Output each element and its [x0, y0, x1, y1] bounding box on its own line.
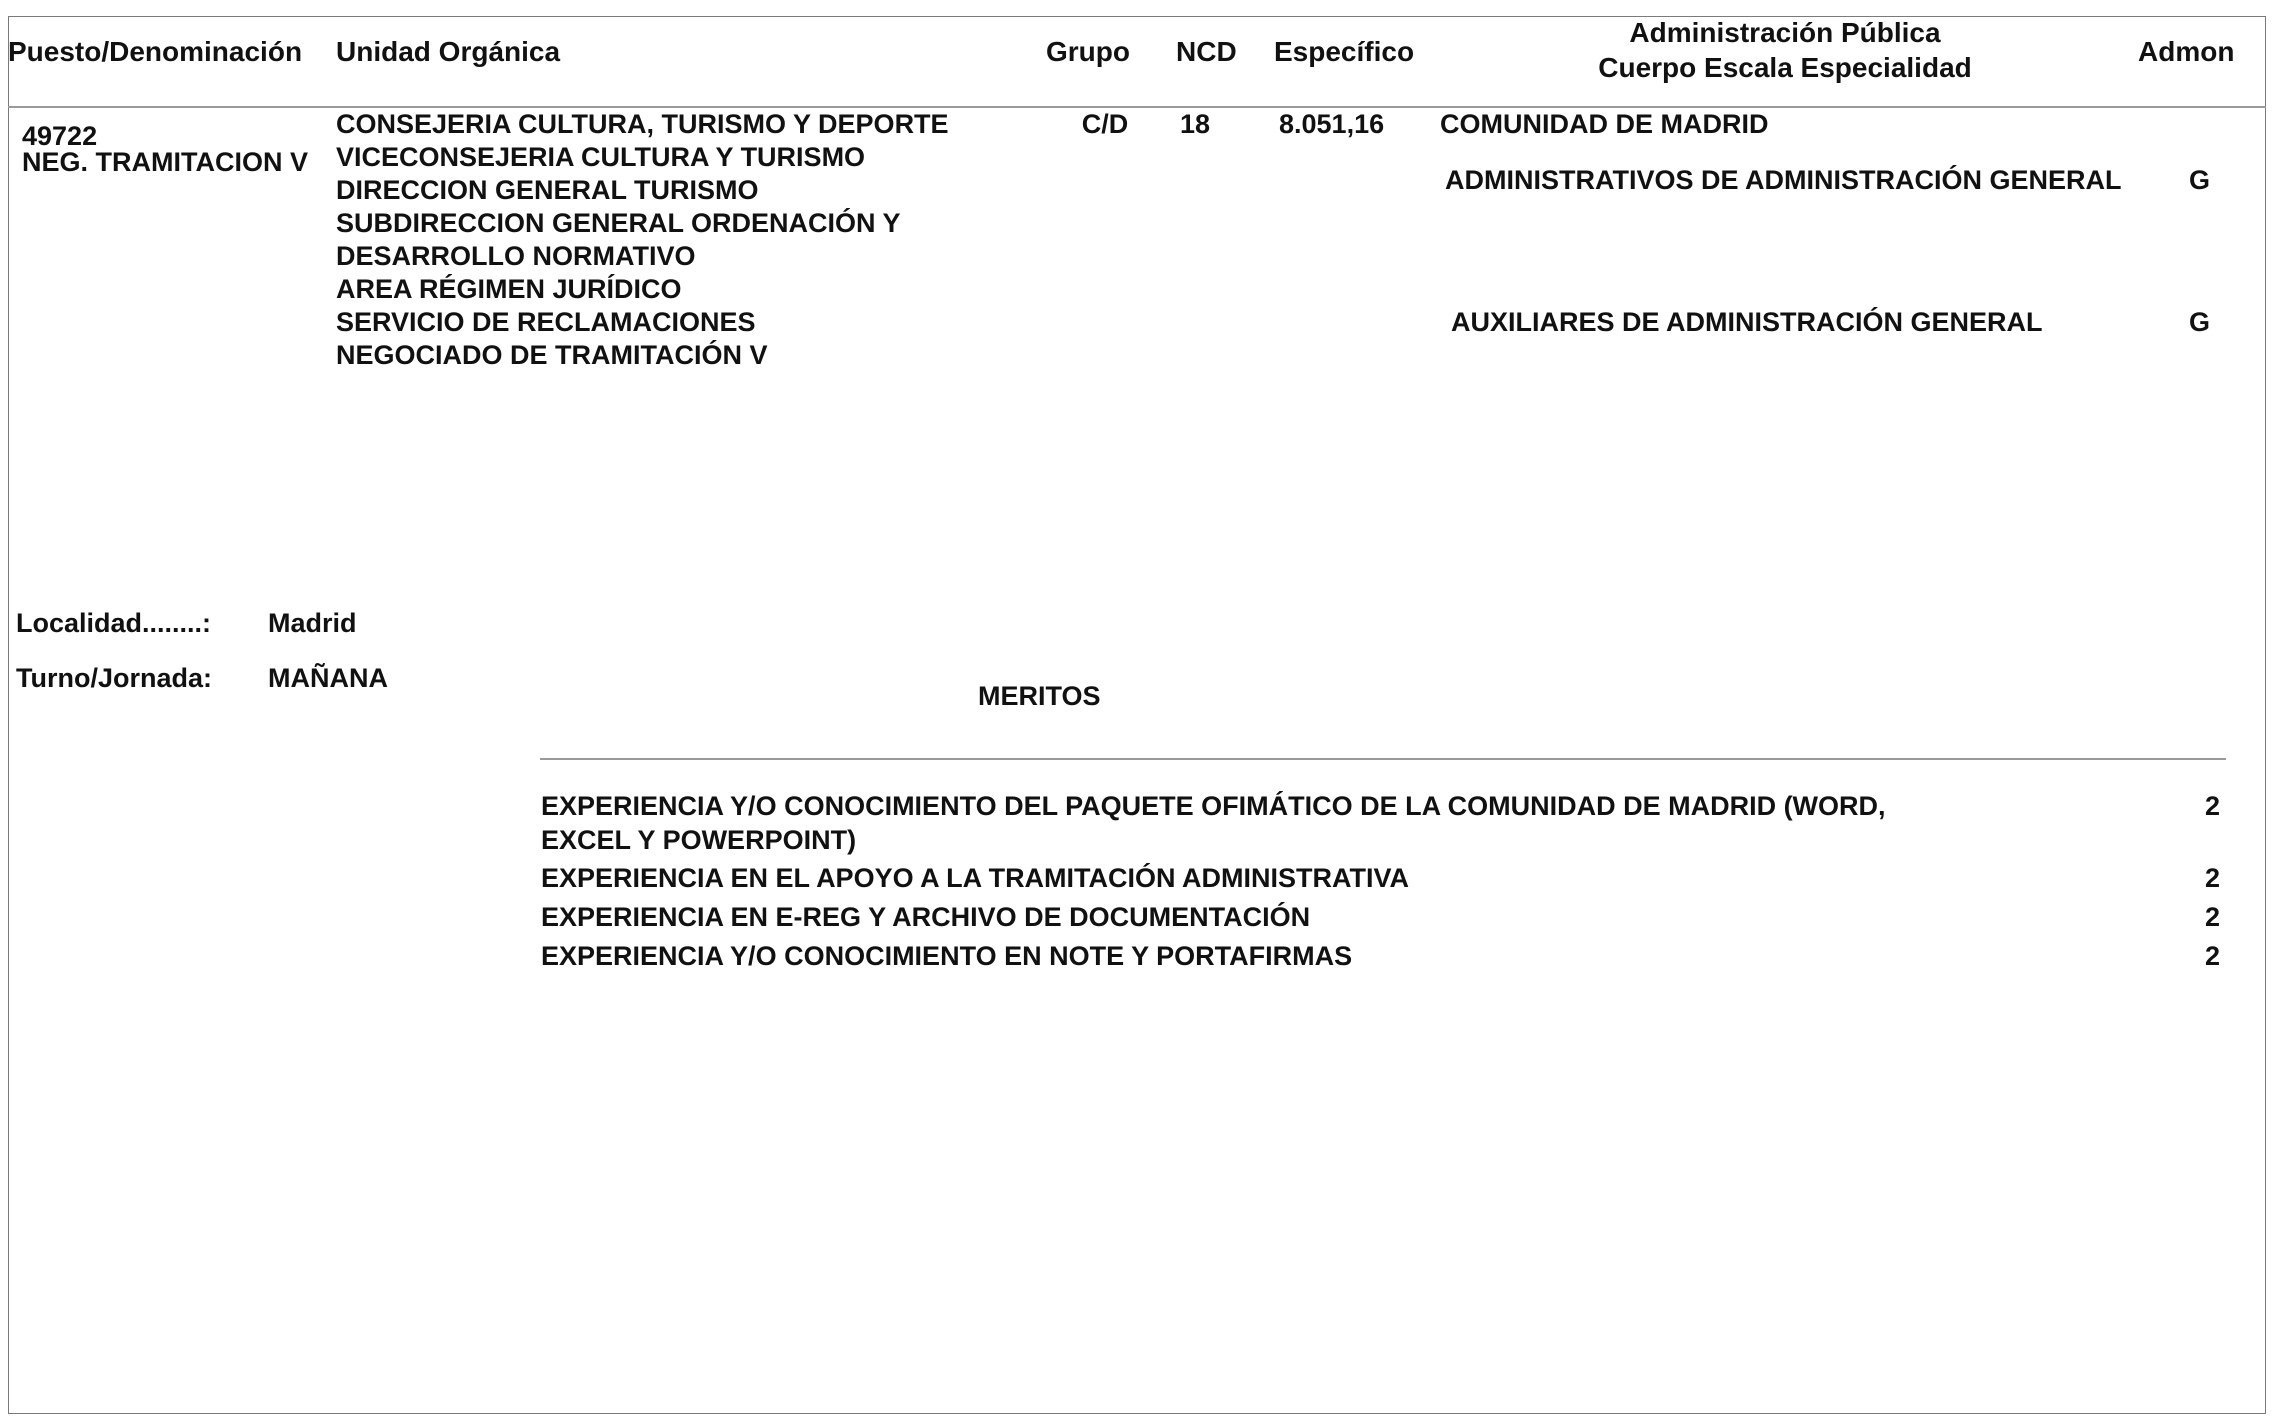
header-grupo: Grupo: [1046, 36, 1130, 67]
puesto-denominacion: NEG. TRAMITACION V: [22, 147, 308, 177]
puesto-grupo: C/D: [1081, 109, 1129, 139]
unidad-line: VICECONSEJERIA CULTURA Y TURISMO: [336, 142, 866, 172]
unidad-line: AREA RÉGIMEN JURÍDICO: [336, 274, 682, 304]
merito-text: EXPERIENCIA EN E-REG Y ARCHIVO DE DOCUMENTACIÓN: [541, 902, 1311, 932]
header-cuerpo-escala: Cuerpo Escala Especialidad: [1598, 52, 1972, 83]
header-especifico: Específico: [1274, 36, 1415, 67]
header-admon: Admon: [2138, 36, 2235, 67]
unidad-line: DESARROLLO NORMATIVO: [336, 241, 696, 271]
cuerpo-nombre: AUXILIARES DE ADMINISTRACIÓN GENERAL: [1451, 307, 2043, 337]
meritos-title: MERITOS: [978, 681, 1101, 711]
localidad-label: Localidad........:: [16, 608, 212, 638]
merito-text-continued: EXCEL Y POWERPOINT): [541, 825, 857, 855]
merito-points: 2: [2204, 902, 2220, 932]
puesto-administracion: COMUNIDAD DE MADRID: [1440, 109, 1769, 139]
unidad-line: DIRECCION GENERAL TURISMO: [336, 175, 759, 205]
cuerpo-nombre: ADMINISTRATIVOS DE ADMINISTRACIÓN GENERAL: [1445, 165, 2122, 195]
merito-text: EXPERIENCIA Y/O CONOCIMIENTO EN NOTE Y PORTAFIRMAS: [541, 941, 1353, 971]
puesto-code: 49722: [22, 121, 98, 151]
merito-text: EXPERIENCIA Y/O CONOCIMIENTO DEL PAQUETE OFIMÁTICO DE LA COMUNIDAD DE MADRID (WORD,: [541, 791, 1886, 821]
header-unidad: Unidad Orgánica: [336, 36, 561, 67]
puesto-ncd: 18: [1180, 109, 1211, 139]
turno-label: Turno/Jornada:: [16, 663, 213, 693]
header-puesto: Puesto/Denominación: [8, 36, 303, 67]
localidad-value: Madrid: [268, 608, 357, 638]
merito-points: 2: [2204, 863, 2220, 893]
header-admin-publica: Administración Pública: [1629, 17, 1941, 48]
unidad-line: CONSEJERIA CULTURA, TURISMO Y DEPORTE: [336, 109, 949, 139]
cuerpo-admon: G: [2189, 165, 2211, 195]
turno-value: MAÑANA: [268, 663, 388, 693]
unidad-line: SERVICIO DE RECLAMACIONES: [336, 307, 756, 337]
merito-points: 2: [2204, 791, 2220, 821]
unidad-line: NEGOCIADO DE TRAMITACIÓN V: [336, 340, 768, 370]
cuerpo-admon: G: [2189, 307, 2211, 337]
merito-points: 2: [2204, 941, 2220, 971]
merito-text: EXPERIENCIA EN EL APOYO A LA TRAMITACIÓN ADMINISTRATIVA: [541, 863, 1410, 893]
header-ncd: NCD: [1176, 36, 1237, 67]
meritos-divider: [540, 758, 2226, 760]
unidad-line: SUBDIRECCION GENERAL ORDENACIÓN Y: [336, 208, 901, 238]
puesto-especifico: 8.051,16: [1279, 109, 1385, 139]
